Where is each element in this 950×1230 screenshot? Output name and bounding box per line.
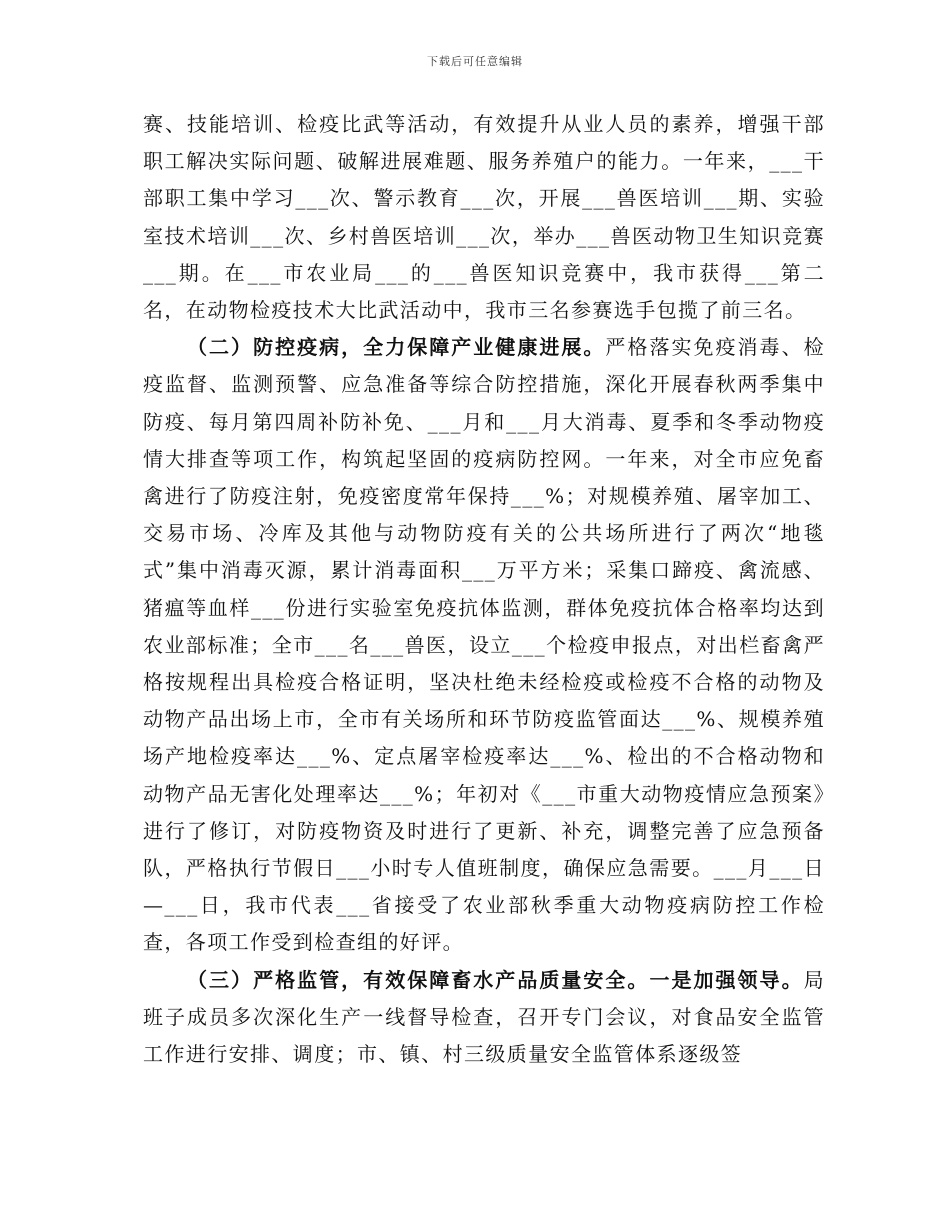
paragraph-3-text: 局班子成员多次深化生产一线督导检查，召开专门会议，对食品安全监管工作进行安排、调度；市、镇、村三级质量安全监管体系逐级签 [143, 967, 825, 1067]
paragraph-1 [143, 106, 825, 329]
section-heading-2: （二）防控疫病，全力保障产业健康进展。 [187, 335, 606, 360]
section-heading-3: （三）严格监管，有效保障畜水产品质量安全。一是加强领导。 [187, 967, 804, 992]
paragraph-2-text: 严格落实免疫消毒、检疫监督、监测预警、应急准备等综合防控措施，深化开展春秋两季集中防疫、每月第四周补防补免、___月和___月大消毒、夏季和冬季动物疫情大排查等项工作，构筑起坚固的疫病防控网。一年来，对全市应免畜禽进行了防疫注射，免疫密度常年保持___%；对规模养殖、屠宰加工、交易市场、冷库及其他与动物防疫有关的公共场所进行了两次“地毯式”集中消毒灭源，累计消毒面积___万平方米；采集口蹄疫、禽流感、猪瘟等血样___份进行实验室免疫抗体监测，群体免疫抗体合格率均达到农业部标准；全市___名___兽医，设立___个检疫申报点，对出栏畜禽严格按规程出具检疫合格证明，坚决杜绝未经检疫或检疫不合格的动物及动物产品出场上市，全市有关场所和环节防疫监管面达___%、规模养殖场产地检疫率达___%、定点屠宰检疫率达___%、检出的不合格动物和动物产品无害化处理率达___%；年初对《___市重大动物疫情应急预案》进行了修订，对防疫物资及时进行了更新、补充，调整完善了应急预备队，严格执行节假日___小时专人值班制度，确保应急需要。___月___日—___日，我市代表___省接受了农业部秋季重大动物疫病防控工作检查，各项工作受到检查组的好评。 [143, 335, 825, 955]
paragraph-3 [143, 962, 825, 1074]
document-body [143, 106, 825, 1073]
paragraph-2 [143, 329, 825, 961]
paragraph-1-text: 赛、技能培训、检疫比武等活动，有效提升从业人员的素养，增强干部职工解决实际问题、破解进展难题、服务养殖户的能力。一年来，___干部职工集中学习___次、警示教育___次，开展___兽医培训___期、实验室技术培训___次、乡村兽医培训___次，举办___兽医动物卫生知识竞赛___期。在___市农业局___的___兽医知识竞赛中，我市获得___第二名，在动物检疫技术大比武活动中，我市三名参赛选手包揽了前三名。 [143, 112, 825, 323]
page-header: 下载后可任意编辑 [427, 55, 523, 68]
